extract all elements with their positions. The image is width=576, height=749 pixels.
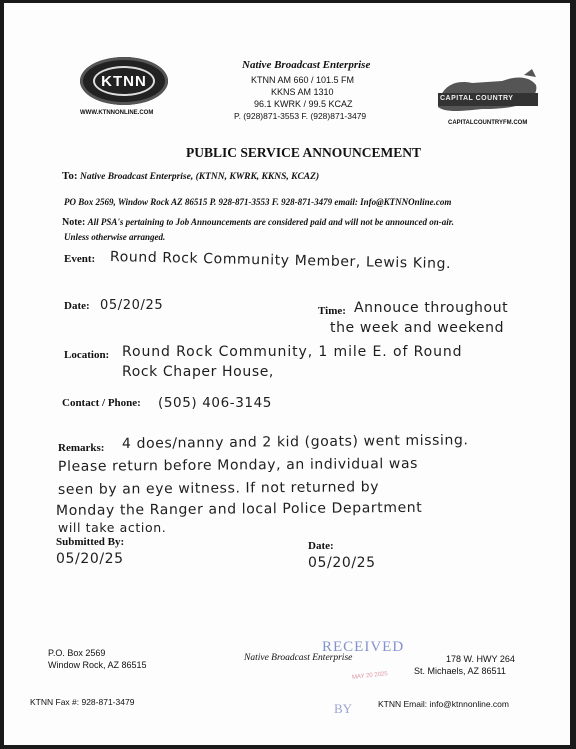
remarks-label: Remarks: [58,442,105,454]
footer-addr2: St. Michaels, AZ 86511 [414,666,506,676]
to-line [62,170,319,182]
footer-addr1: 178 W. HWY 264 [446,654,515,664]
event-label: Event: [64,253,96,265]
note-line [62,217,454,228]
date2-label: Date: [308,540,334,552]
remarks-line3: seen by an eye witness. If not returned by [57,479,380,498]
received-stamp: RECEIVED [322,639,405,655]
event-value: Round Rock Community Member, Lewis King. [109,249,452,273]
submitted-value: 05/20/25 [56,551,124,567]
date-value: 05/20/25 [100,298,164,313]
note-line1: All PSA's pertaining to Job Announcements are considered paid and will not be announced on-air. [87,217,455,227]
header-phone: P. (928)871-3553 F. (928)871-3479 [234,111,367,121]
submitted-label: Submitted By: [56,536,125,548]
document-page [4,3,570,745]
location-line1: Round Rock Community, 1 mile E. of Round [122,344,463,360]
document-title: PUBLIC SERVICE ANNOUNCEMENT [186,145,422,160]
time-line1: Annouce throughout [354,300,509,316]
header-line2: KKNS AM 1310 [271,87,334,97]
note-line2: Unless otherwise arranged. [64,232,166,242]
cc-site: CAPITALCOUNTRYFM.COM [448,120,528,126]
remarks-line2: Please return before Monday, an individual was [57,455,419,475]
note-label: Note: [62,217,86,228]
footer-email: KTNN Email: info@ktnnonline.com [378,699,509,709]
header-line1: KTNN AM 660 / 101.5 FM [251,75,355,85]
contact-value: (505) 406-3145 [158,395,272,411]
ktnn-site: WWW.KTNNONLINE.COM [80,110,154,116]
date2-value: 05/20/25 [308,555,376,571]
contact-label: Contact / Phone: [62,397,141,409]
footer-po-city: Window Rock, AZ 86515 [48,660,147,670]
to-value: Native Broadcast Enterprise, (KTNN, KWRK, KKNS, KCAZ) [80,172,320,182]
received-stamp-by: BY [334,701,353,716]
time-line2: the week and weekend [330,320,505,336]
footer-fax: KTNN Fax #: 928-871-3479 [30,697,135,707]
remarks-line1: 4 does/nanny and 2 kid (goats) went missing. [121,432,469,452]
header-org: Native Broadcast Enterprise [242,59,371,71]
to-label: To: [62,170,78,182]
header-line3: 96.1 KWRK / 99.5 KCAZ [254,99,353,109]
received-stamp-date: MAY 20 2025 [351,671,389,681]
footer-po-box: P.O. Box 2569 [48,648,106,658]
ktnn-logo-text: KTNN [93,66,155,96]
date-label: Date: [64,300,90,312]
cc-logo-text: CAPITAL COUNTRY [440,95,514,102]
remarks-line4: Monday the Ranger and local Police Department [55,499,423,519]
remarks-line5: will take action. [58,520,167,535]
location-label: Location: [64,349,110,361]
location-line2: Rock Chaper House, [122,364,274,380]
time-label: Time: [318,305,346,317]
ktnn-logo [80,57,168,105]
footer-org: Native Broadcast Enterprise [244,653,353,663]
address-line: PO Box 2569, Window Rock AZ 86515 P. 928-871-3553 F. 928-871-3479 email: Info@KTNNOnline.com [64,197,452,207]
